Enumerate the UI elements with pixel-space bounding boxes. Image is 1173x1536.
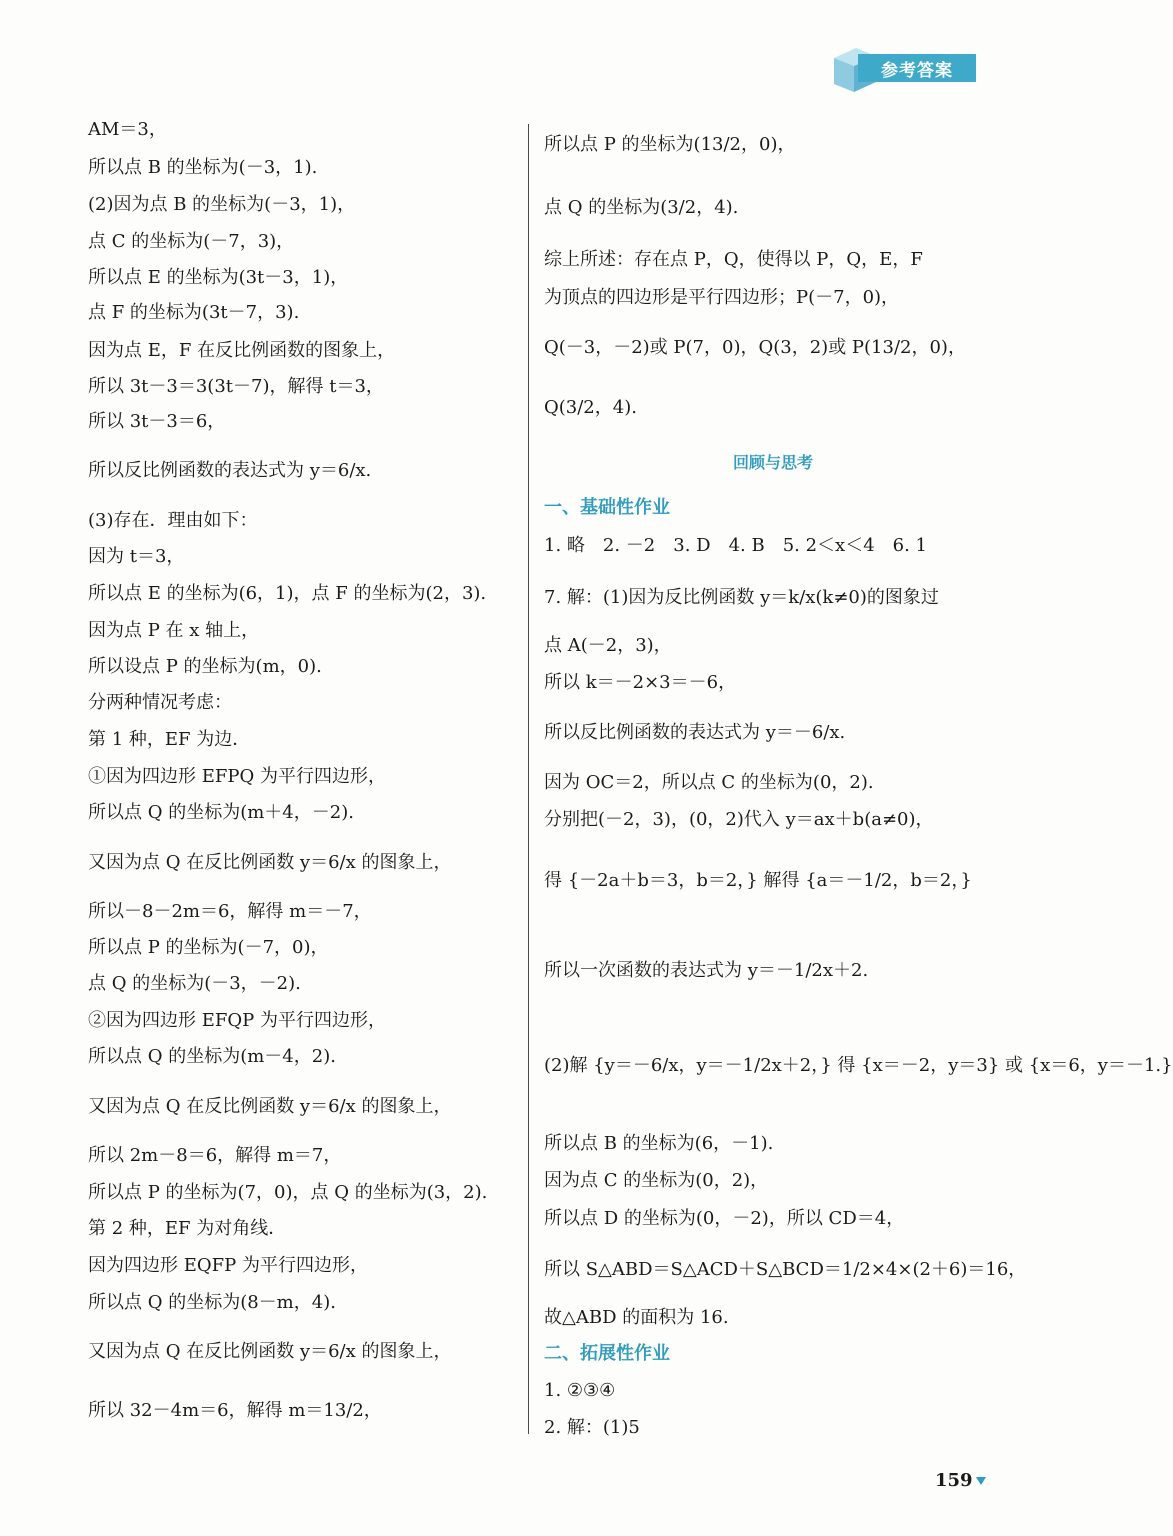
text-line: 所以设点 P 的坐标为(m，0). [88, 656, 322, 677]
text-line: 因为 t＝3， [88, 546, 185, 567]
watermark-logo [930, 1400, 1055, 1532]
text-line: 因为点 E，F 在反比例函数的图象上， [88, 340, 396, 361]
text-line: 因为点 P 在 x 轴上， [88, 620, 260, 641]
text-line: 所以反比例函数的表达式为 y＝6/x. [88, 460, 372, 481]
text-line: 又因为点 Q 在反比例函数 y＝6/x 的图象上， [88, 852, 452, 873]
section-title: 回顾与思考 [732, 453, 813, 472]
text-line: 所以点 E 的坐标为(3t－3，1)， [88, 267, 349, 288]
text-line: 综上所述：存在点 P，Q，使得以 P，Q，E，F [544, 249, 923, 270]
text-line: 所以点 B 的坐标为(6，－1). [544, 1133, 774, 1154]
section-heading: 一、基础性作业 [544, 497, 670, 518]
text-line: 所以－8－2m＝6，解得 m＝－7， [88, 901, 372, 922]
text-line: 第 1 种，EF 为边． [88, 729, 251, 750]
text-line: (2)因为点 B 的坐标为(－3，1)， [88, 194, 356, 215]
text-line: 因为 OC＝2，所以点 C 的坐标为(0，2). [544, 772, 874, 793]
text-line: 第 2 种，EF 为对角线． [88, 1218, 287, 1239]
text-line: AM＝3， [88, 119, 167, 140]
text-line: 又因为点 Q 在反比例函数 y＝6/x 的图象上， [88, 1096, 452, 1117]
text-line: 所以 2m－8＝6，解得 m＝7， [88, 1145, 342, 1166]
text-line: 所以一次函数的表达式为 y＝－1/2x＋2. [544, 960, 869, 981]
text-line: 点 A(－2，3)， [544, 635, 672, 656]
text-line: 所以点 P 的坐标为(－7，0)， [88, 937, 329, 958]
text-line: 分两种情况考虑： [88, 692, 232, 713]
answer-key-badge: 参考答案 [858, 54, 976, 82]
text-line: 所以点 Q 的坐标为(m－4，2). [88, 1046, 336, 1067]
text-line: 点 Q 的坐标为(－3，－2). [88, 973, 301, 994]
text-line: 因为点 C 的坐标为(0，2)， [544, 1170, 769, 1191]
column-divider [528, 124, 529, 1434]
text-line: 所以 3t－3＝3(3t－7)，解得 t＝3， [88, 376, 384, 397]
text-line: 因为四边形 EQFP 为平行四边形， [88, 1255, 368, 1276]
text-line: 得 {－2a＋b＝3，b＝2，} 解得 {a＝－1/2，b＝2，} [544, 870, 972, 891]
text-line: 所以点 Q 的坐标为(m＋4，－2). [88, 802, 354, 823]
text-line: 又因为点 Q 在反比例函数 y＝6/x 的图象上， [88, 1341, 452, 1362]
text-line: 所以点 E 的坐标为(6，1)，点 F 的坐标为(2，3). [88, 583, 487, 604]
text-line: 故△ABD 的面积为 16. [544, 1307, 729, 1328]
text-line: 分别把(－2，3)，(0，2)代入 y＝ax＋b(a≠0)， [544, 809, 934, 830]
text-line: Q(3/2，4). [544, 397, 637, 418]
text-line: 所以点 B 的坐标为(－3，1). [88, 157, 318, 178]
text-line: 所以 S△ABD＝S△ACD＋S△BCD＝1/2×4×(2＋6)＝16， [544, 1259, 1027, 1280]
text-line: (3)存在．理由如下： [88, 510, 258, 531]
text-line: 所以点 D 的坐标为(0，－2)，所以 CD＝4， [544, 1208, 905, 1229]
text-line: 点 Q 的坐标为(3/2，4). [544, 197, 739, 218]
text-line: ①因为四边形 EFPQ 为平行四边形， [88, 766, 386, 787]
text-line: 1. 略 2. －2 3. D 4. B 5. 2＜x＜4 6. 1 [544, 535, 927, 556]
text-line: 2. 解：(1)5 [544, 1417, 640, 1438]
page-number-label: 159 [935, 1470, 973, 1491]
text-line: 所以 32－4m＝6，解得 m＝13/2， [88, 1400, 382, 1421]
text-line: ②因为四边形 EFQP 为平行四边形， [88, 1010, 386, 1031]
text-line: 7. 解：(1)因为反比例函数 y＝k/x(k≠0)的图象过 [544, 587, 939, 608]
text-line: 所以 k＝－2×3＝－6， [544, 672, 737, 693]
text-line: 1. ②③④ [544, 1380, 616, 1401]
text-line: 点 C 的坐标为(－7，3)， [88, 231, 295, 252]
text-line: 为顶点的四边形是平行四边形；P(－7，0)， [544, 287, 900, 308]
text-line: 所以 3t－3＝6， [88, 411, 226, 432]
section-heading: 二、拓展性作业 [544, 1343, 670, 1364]
text-line: Q(－3，－2)或 P(7，0)，Q(3，2)或 P(13/2，0)， [544, 337, 966, 358]
text-line: 所以点 P 的坐标为(13/2，0)， [544, 134, 796, 155]
text-line: 所以点 P 的坐标为(7，0)，点 Q 的坐标为(3，2). [88, 1182, 488, 1203]
text-line: 所以反比例函数的表达式为 y＝－6/x. [544, 722, 846, 743]
text-line: (2)解 {y＝－6/x，y＝－1/2x＋2，} 得 {x＝－2，y＝3} 或 {x＝6，y＝－1.} [544, 1055, 1173, 1076]
text-line: 点 F 的坐标为(3t－7，3). [88, 302, 300, 323]
text-line: 所以点 Q 的坐标为(8－m，4). [88, 1292, 336, 1313]
